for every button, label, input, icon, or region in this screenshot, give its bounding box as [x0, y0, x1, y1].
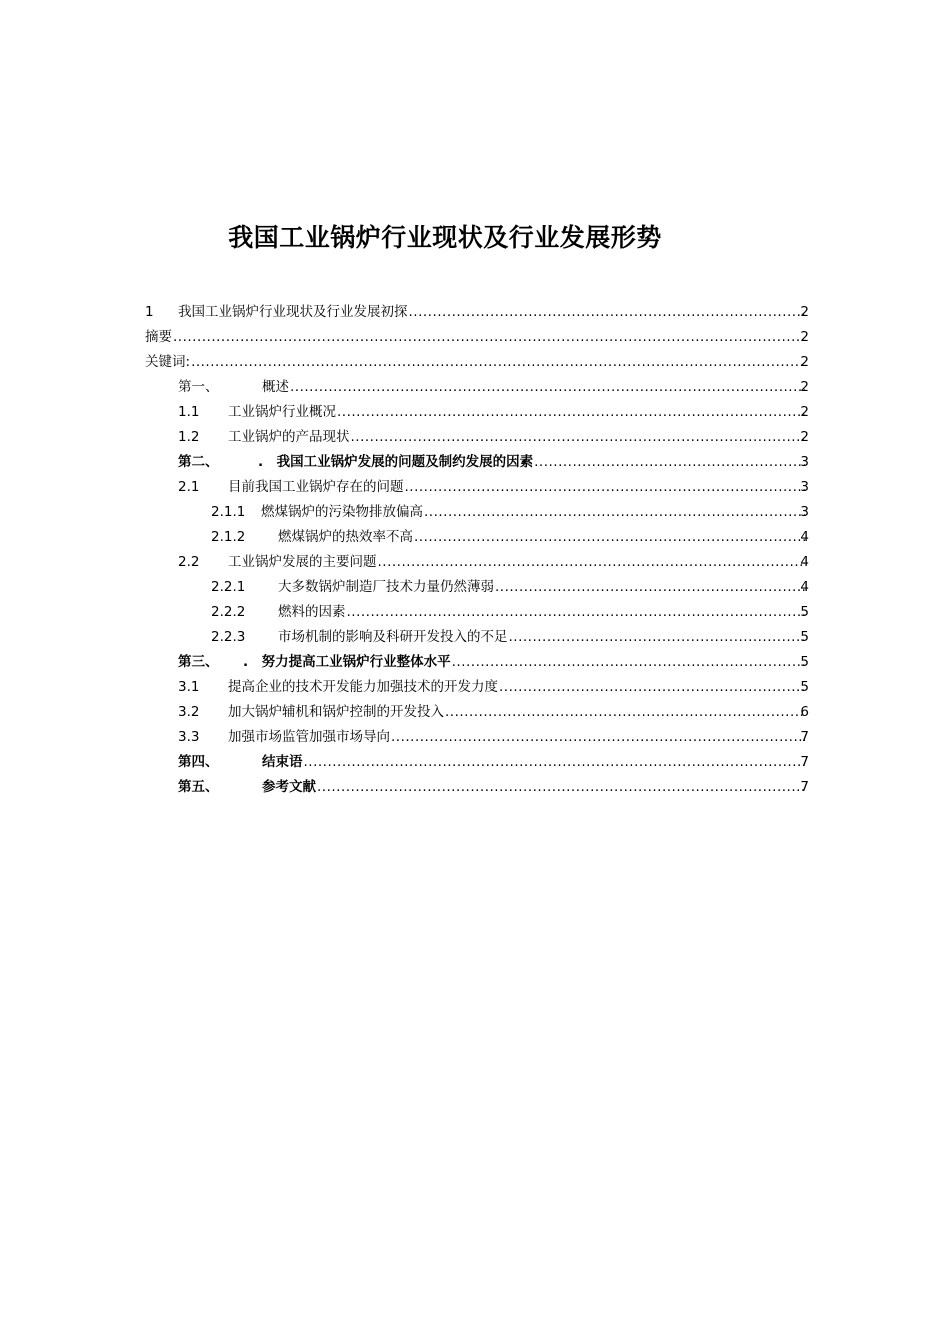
toc-entry-number: 2.2.3 — [211, 629, 246, 645]
toc-dot-leader — [391, 725, 805, 750]
toc-entry-page-number: 3 — [800, 504, 809, 520]
toc-dot-leader — [173, 325, 805, 350]
toc-entry[interactable] — [0, 375, 950, 400]
toc-entry-title: 燃料的因素 — [278, 600, 347, 625]
toc-entry-page-number: 3 — [800, 479, 809, 495]
toc-entry-page-number: 5 — [800, 679, 809, 695]
toc-entry-page-number: 2 — [800, 304, 809, 320]
toc-entry-number: 2.1 — [178, 479, 200, 495]
toc-entry-number: 2.2.2 — [211, 604, 246, 620]
toc-entry-title: 燃煤锅炉的热效率不高 — [278, 525, 414, 550]
toc-entry-title: 加强市场监管加强市场导向 — [228, 725, 391, 750]
toc-entry[interactable] — [0, 350, 950, 375]
toc-entry-page-number: 2 — [800, 329, 809, 345]
toc-entry-title: 加大锅炉辅机和锅炉控制的开发投入 — [228, 700, 445, 725]
toc-entry[interactable] — [0, 700, 950, 725]
toc-entry-page-number: 6 — [800, 704, 809, 720]
toc-entry-number: 2.1.2 — [211, 529, 246, 545]
toc-dot-leader — [409, 300, 806, 325]
toc-dot-leader — [337, 400, 805, 425]
toc-entry-number: 第三、 — [178, 654, 219, 670]
toc-entry[interactable] — [0, 400, 950, 425]
toc-entry-title: 我国工业锅炉行业现状及行业发展初探 — [178, 300, 409, 325]
toc-entry-page-number: 5 — [800, 604, 809, 620]
toc-entry[interactable] — [0, 425, 950, 450]
toc-entry[interactable] — [0, 675, 950, 700]
toc-dot-leader — [495, 575, 805, 600]
toc-entry-number: 2.2 — [178, 554, 200, 570]
toc-entry-title: 燃煤锅炉的污染物排放偏高 — [261, 500, 424, 525]
toc-entry[interactable] — [0, 525, 950, 550]
toc-entry[interactable] — [0, 625, 950, 650]
toc-entry-number: 第五、 — [178, 779, 219, 795]
toc-entry-title: 工业锅炉发展的主要问题 — [228, 550, 378, 575]
toc-entry-number: 2.2.1 — [211, 579, 246, 595]
toc-entry-title: 工业锅炉行业概况 — [228, 400, 337, 425]
toc-entry-page-number: 2 — [800, 429, 809, 445]
toc-entry-title: 目前我国工业锅炉存在的问题 — [228, 475, 405, 500]
toc-entry-page-number: 5 — [800, 629, 809, 645]
toc-dot-leader — [290, 375, 805, 400]
toc-entry-title: 市场机制的影响及科研开发投入的不足 — [278, 625, 509, 650]
toc-entry-title: 结束语 — [262, 750, 304, 775]
document-title: 我国工业锅炉行业现状及行业发展形势 — [228, 223, 662, 252]
toc-dot-leader — [509, 625, 806, 650]
toc-entry[interactable] — [0, 750, 950, 775]
toc-dot-leader — [351, 425, 806, 450]
toc-entry[interactable] — [0, 500, 950, 525]
toc-entry[interactable] — [0, 575, 950, 600]
toc-dot-leader — [405, 475, 806, 500]
toc-entry-page-number: 5 — [800, 654, 809, 670]
toc-entry[interactable] — [0, 600, 950, 625]
toc-dot-leader — [378, 550, 806, 575]
toc-entry-title: 提高企业的技术开发能力加强技术的开发力度 — [228, 675, 499, 700]
toc-entry-page-number: 7 — [800, 779, 809, 795]
toc-entry[interactable] — [0, 325, 950, 350]
toc-entry[interactable] — [0, 475, 950, 500]
toc-dot-leader — [445, 700, 805, 725]
toc-dot-leader — [304, 750, 806, 775]
toc-entry[interactable] — [0, 450, 950, 475]
toc-dot-leader — [452, 650, 805, 675]
toc-entry-number: 3.3 — [178, 729, 200, 745]
toc-entry[interactable] — [0, 650, 950, 675]
toc-entry-page-number: 4 — [800, 529, 809, 545]
toc-entry-page-number: 4 — [800, 554, 809, 570]
table-of-contents — [0, 300, 950, 800]
toc-entry[interactable] — [0, 300, 950, 325]
toc-dot-leader — [499, 675, 805, 700]
toc-entry-page-number: 4 — [800, 579, 809, 595]
toc-entry-title: 关键词: — [145, 350, 191, 375]
toc-entry-title: 概述 — [262, 375, 290, 400]
toc-entry-title: . 我国工业锅炉发展的问题及制约发展的因素 — [258, 450, 534, 475]
toc-dot-leader — [347, 600, 806, 625]
toc-dot-leader — [534, 450, 805, 475]
toc-entry-title: 工业锅炉的产品现状 — [228, 425, 351, 450]
toc-entry-page-number: 7 — [800, 754, 809, 770]
toc-entry-page-number: 2 — [800, 379, 809, 395]
toc-entry-number: 1.2 — [178, 429, 200, 445]
toc-entry-title: 参考文献 — [262, 775, 317, 800]
toc-entry-title: . 努力提高工业锅炉行业整体水平 — [243, 650, 452, 675]
toc-entry[interactable] — [0, 550, 950, 575]
toc-entry-page-number: 7 — [800, 729, 809, 745]
toc-entry-title: 摘要 — [145, 325, 173, 350]
toc-entry-title: 大多数锅炉制造厂技术力量仍然薄弱 — [278, 575, 495, 600]
toc-dot-leader — [317, 775, 805, 800]
toc-entry-number: 第四、 — [178, 754, 219, 770]
toc-entry-number: 2.1.1 — [211, 504, 246, 520]
toc-entry-page-number: 2 — [800, 404, 809, 420]
toc-entry-number: 1.1 — [178, 404, 200, 420]
toc-dot-leader — [424, 500, 805, 525]
toc-entry-number: 3.1 — [178, 679, 200, 695]
toc-entry-page-number: 3 — [800, 454, 809, 470]
toc-entry-number: 1 — [145, 304, 154, 320]
toc-entry-number: 第一、 — [178, 379, 219, 395]
toc-entry-number: 3.2 — [178, 704, 200, 720]
toc-entry[interactable] — [0, 725, 950, 750]
toc-entry-number: 第二、 — [178, 454, 219, 470]
toc-dot-leader — [191, 350, 805, 375]
toc-dot-leader — [414, 525, 805, 550]
toc-entry[interactable] — [0, 775, 950, 800]
toc-entry-page-number: 2 — [800, 354, 809, 370]
